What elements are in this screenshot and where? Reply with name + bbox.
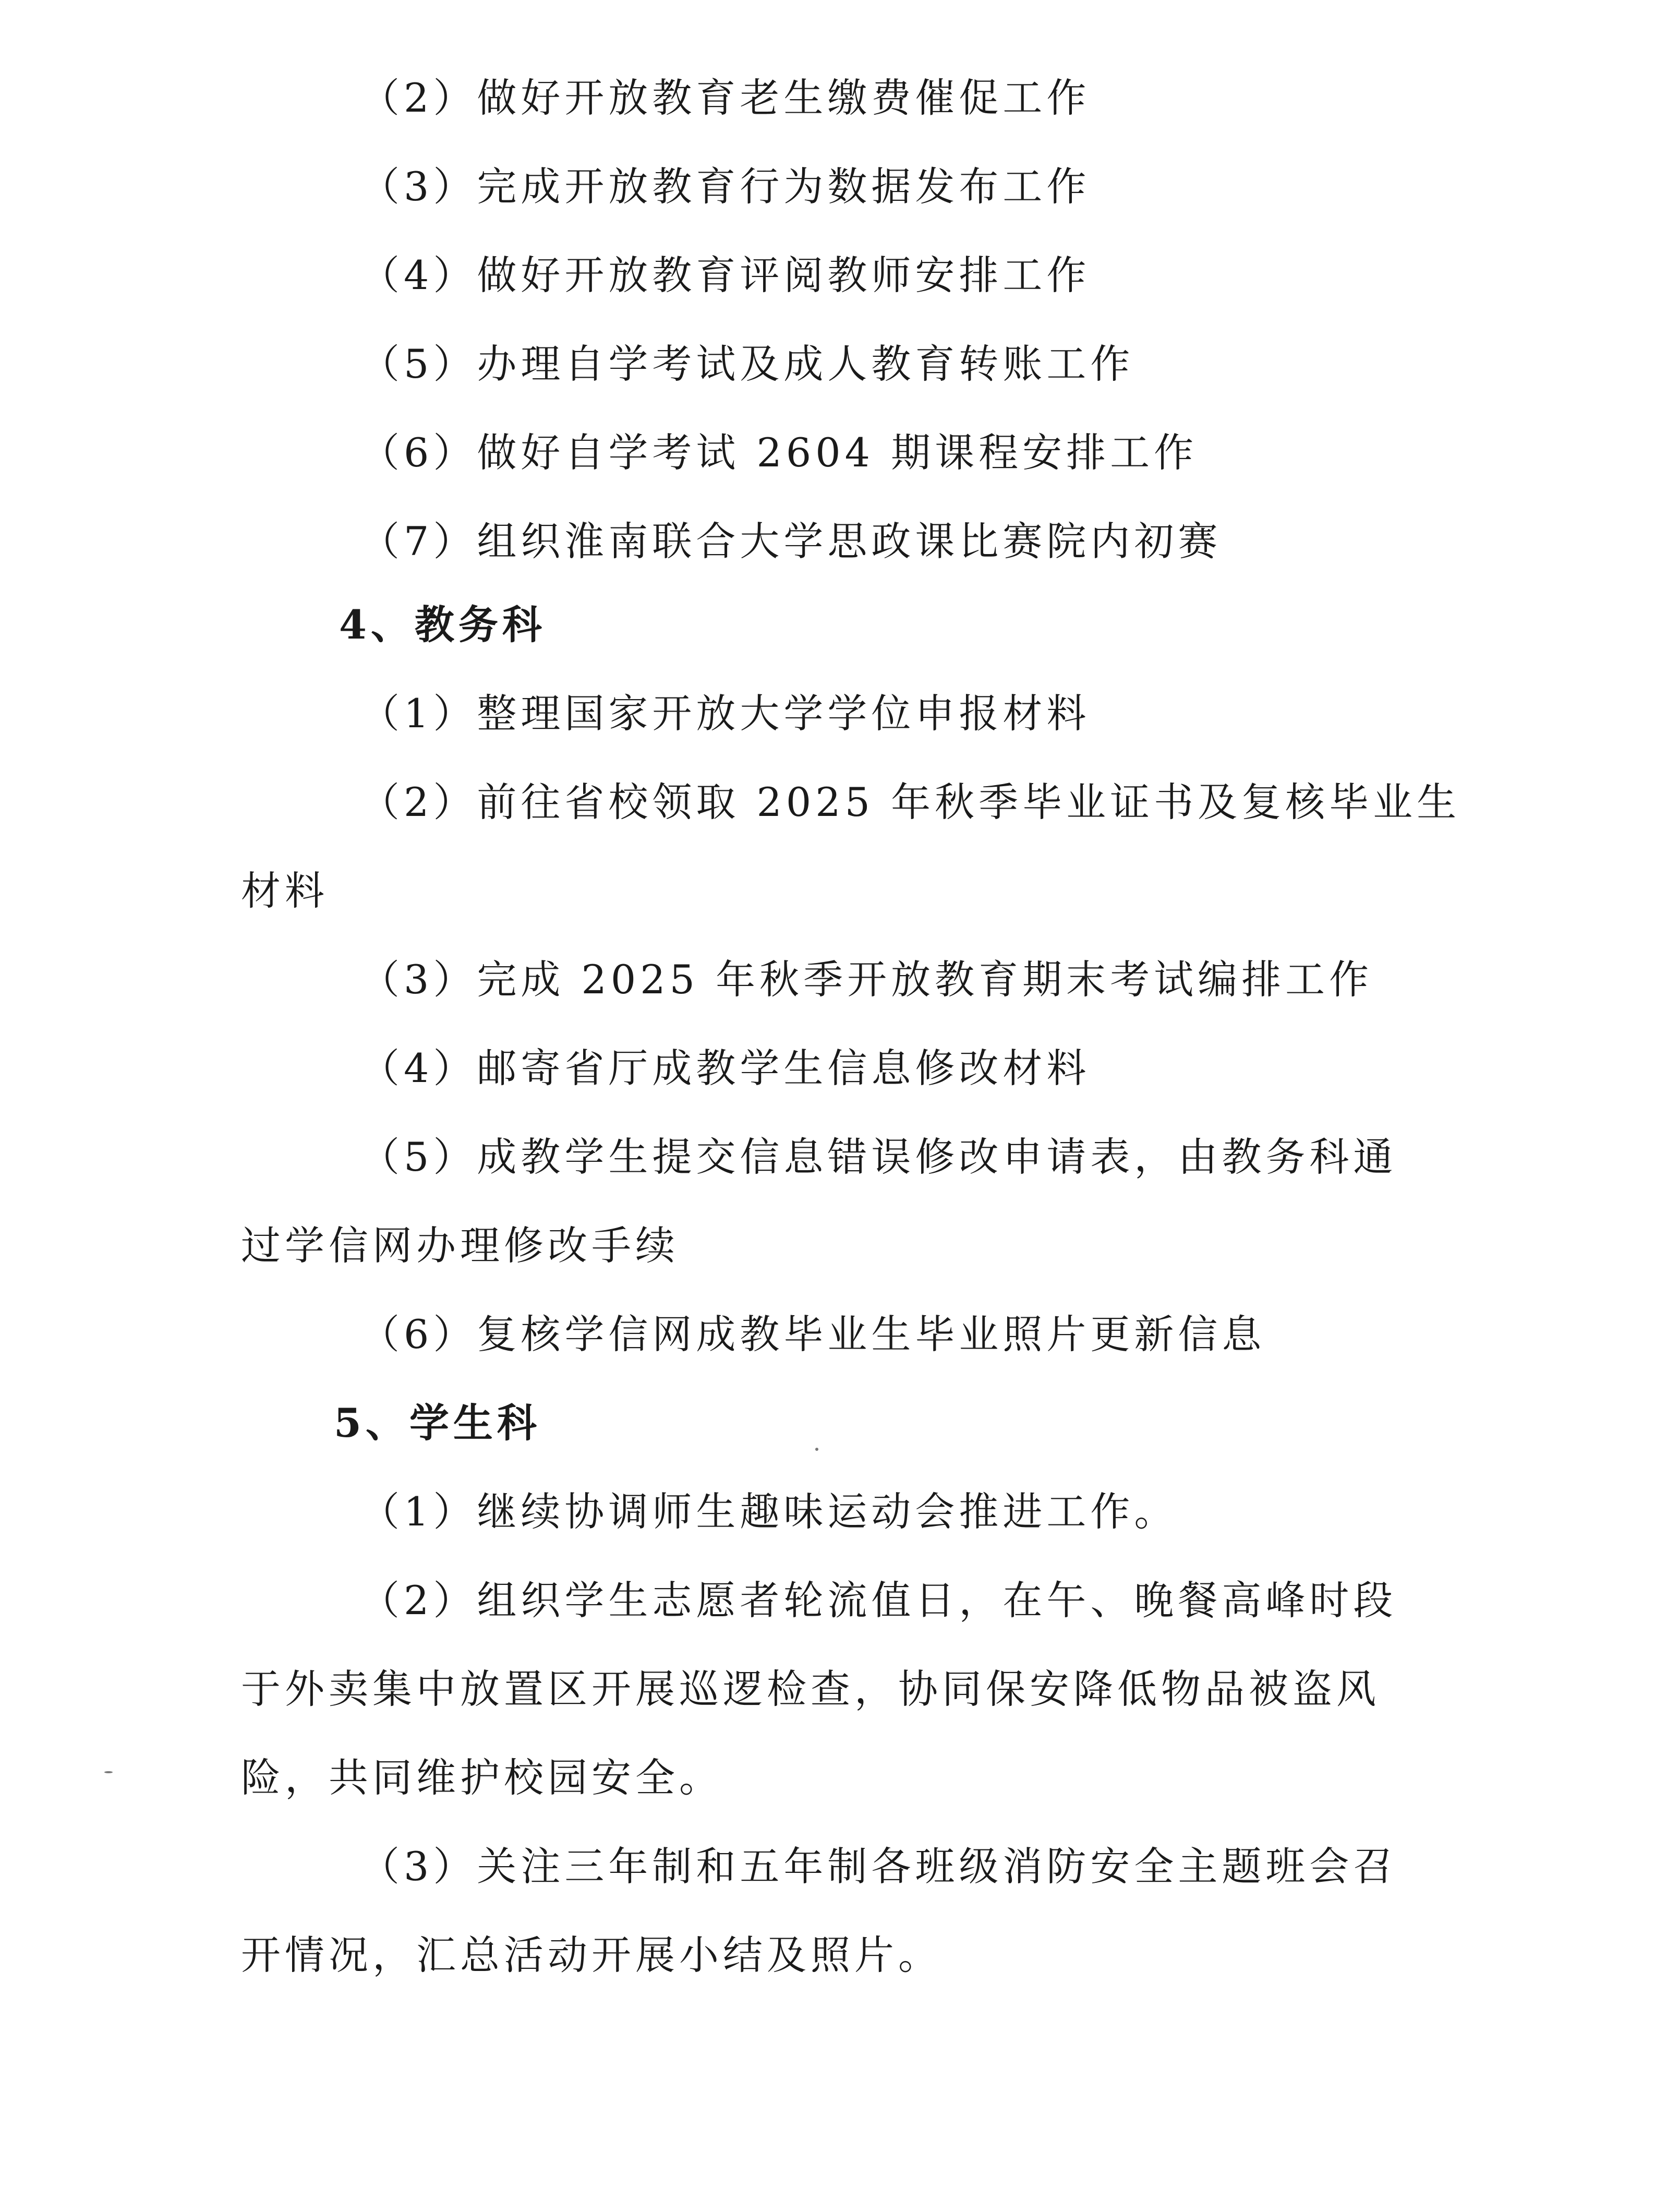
academic-item-5: （5）成教学生提交信息错误修改申请表，由教务科通	[360, 1134, 1397, 1180]
student-item-1: （1）继续协调师生趣味运动会推进工作。	[360, 1488, 1178, 1535]
student-item-2-continued-a: 于外卖集中放置区开展巡逻检查，协同保安降低物品被盗风	[241, 1666, 1380, 1712]
office-item-5: （5）办理自学考试及成人教育转账工作	[360, 341, 1134, 387]
office-item-2: （2）做好开放教育老生缴费催促工作	[360, 75, 1091, 121]
student-item-3: （3）关注三年制和五年制各班级消防安全主题班会召	[360, 1843, 1397, 1890]
academic-item-5-continued: 过学信网办理修改手续	[241, 1222, 679, 1269]
student-item-2-continued-b: 险，共同维护校园安全。	[241, 1754, 723, 1801]
scan-speck	[104, 1771, 113, 1773]
student-item-2: （2）组织学生志愿者轮流值日，在午、晚餐高峰时段	[360, 1577, 1397, 1624]
section-heading-academic-affairs: 4、教务科	[339, 602, 546, 648]
academic-item-1: （1）整理国家开放大学学位申报材料	[360, 690, 1091, 737]
office-item-3: （3）完成开放教育行为数据发布工作	[360, 163, 1091, 210]
section-heading-student-affairs: 5、学生科	[334, 1400, 541, 1446]
office-item-6: （6）做好自学考试 2604 期课程安排工作	[360, 429, 1198, 476]
scan-speck	[815, 1448, 818, 1451]
academic-item-6: （6）复核学信网成教毕业生毕业照片更新信息	[360, 1311, 1266, 1357]
academic-item-2-continued: 材料	[241, 868, 329, 914]
academic-item-3: （3）完成 2025 年秋季开放教育期末考试编排工作	[360, 956, 1373, 1003]
academic-item-2: （2）前往省校领取 2025 年秋季毕业证书及复核毕业生	[360, 779, 1461, 825]
office-item-7: （7）组织淮南联合大学思政课比赛院内初赛	[360, 518, 1222, 564]
office-item-4: （4）做好开放教育评阅教师安排工作	[360, 252, 1091, 298]
academic-item-4: （4）邮寄省厅成教学生信息修改材料	[360, 1045, 1091, 1091]
student-item-3-continued: 开情况，汇总活动开展小结及照片。	[241, 1932, 942, 1978]
